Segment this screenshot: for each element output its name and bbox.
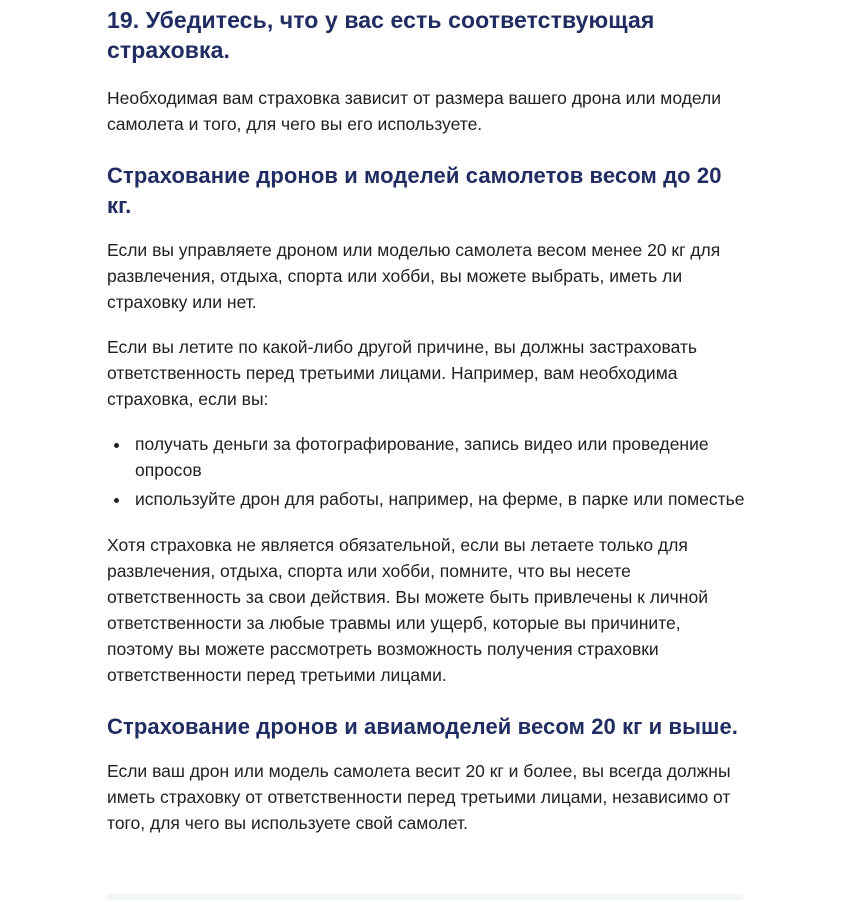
paragraph-mandatory-insurance: Если ваш дрон или модель самолета весит 20 кг и более, вы всегда должны иметь страховку от ответственности перед третьими лицами, независимо от того, для чего вы используете свой самолет. [107, 761, 731, 833]
paragraph-choice-of-insurance: Если вы управляете дроном или моделью самолета весом менее 20 кг для развлечения, отдыха, спорта или хобби, вы можете выбрать, иметь ли страховку или нет. [107, 240, 721, 312]
section-heading-over-20kg: Страхование дронов и авиамоделей весом 20 кг и выше. [107, 714, 738, 739]
section-heading-under-20kg: Страхование дронов и моделей самолетов весом до 20 кг. [107, 163, 722, 218]
insurance-reasons-list [107, 431, 749, 512]
paragraph-liability-note: Хотя страховка не является обязательной, если вы летаете только для развлечения, отдыха, спорта или хобби, помните, что вы несете ответственность за свои действия. Вы можете быть привлечены к личной ответственности за любые травмы или ущерб, которые вы причините, поэтому вы можете рассмотреть возможность получения страховки ответственности перед третьими лицами. [107, 535, 708, 685]
list-item: • используйте дрон для работы, например, на ферме, в парке или поместье [131, 486, 749, 512]
page-title: 19. Убедитесь, что у вас есть соответствующая страховка. [107, 7, 655, 63]
paragraph-other-reasons: Если вы летите по какой-либо другой причине, вы должны застраховать ответственность перед третьими лицами. Например, вам необходима страховка, если вы: [107, 337, 698, 409]
bottom-divider [107, 894, 743, 900]
list-item: • получать деньги за фотографирование, запись видео или проведение опросов [131, 431, 749, 483]
intro-paragraph: Необходимая вам страховка зависит от размера вашего дрона или модели самолета и того, для чего вы его используете. [107, 88, 722, 134]
